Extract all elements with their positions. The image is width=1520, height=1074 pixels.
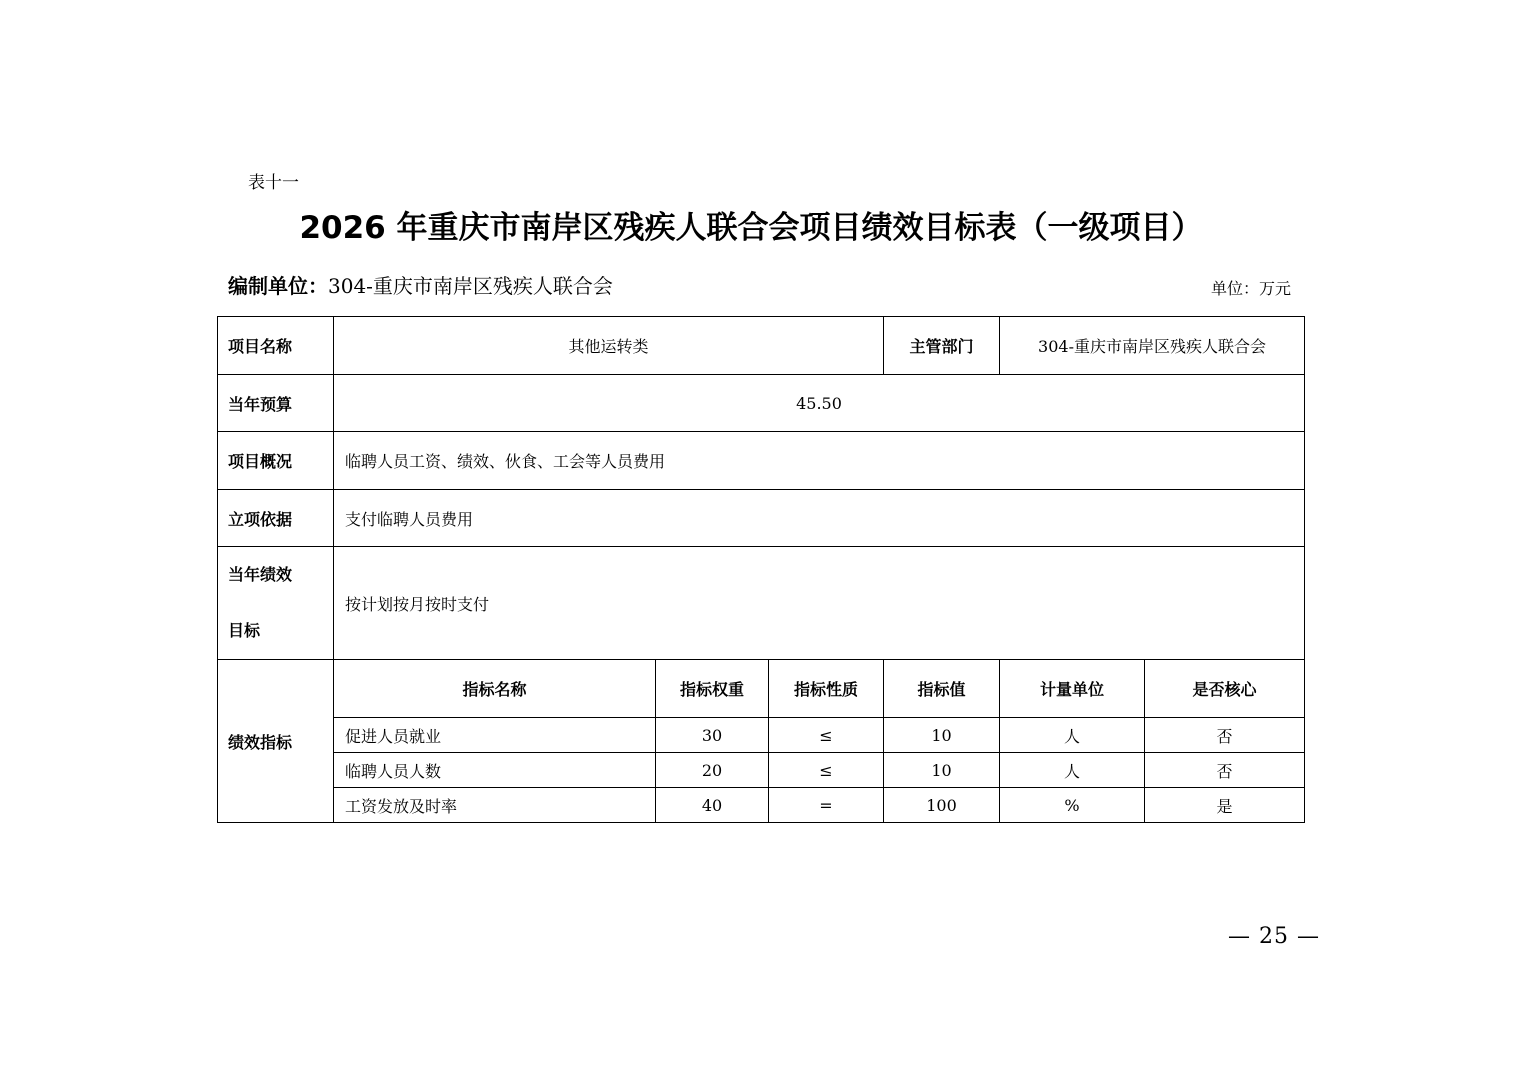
row-goal [218,547,1305,660]
unit-label: 单位：万元 [1210,279,1291,298]
project-name-value: 其他运转类 [334,317,884,375]
goal-label-line1: 当年绩效 [228,565,293,584]
indicator-unit: 人 [1000,718,1145,753]
dept-value: 304-重庆市南岸区残疾人联合会 [1000,317,1305,375]
page-number: — 25 — [1228,924,1320,949]
indicator-nature: ≤ [769,718,884,753]
org-line [228,270,613,299]
indicator-name: 促进人员就业 [334,718,656,753]
row-budget [218,375,1305,432]
indicator-header-value: 指标值 [884,660,1000,718]
indicator-header-nature: 指标性质 [769,660,884,718]
overview-value: 临聘人员工资、绩效、伙食、工会等人员费用 [334,432,1305,490]
goal-label-line2: 目标 [228,621,261,640]
indicator-weight: 20 [656,753,769,788]
indicator-name: 工资发放及时率 [334,788,656,823]
indicator-nature: ≤ [769,753,884,788]
indicator-value: 100 [884,788,1000,823]
performance-table [217,316,1305,823]
table-row [218,788,1305,823]
indicator-unit: % [1000,788,1145,823]
goal-value: 按计划按月按时支付 [334,547,1305,660]
indicator-header-weight: 指标权重 [656,660,769,718]
table-number: 表十一 [248,173,299,193]
org-label: 编制单位： [228,274,328,298]
budget-label: 当年预算 [218,375,334,432]
indicator-weight: 40 [656,788,769,823]
budget-value: 45.50 [334,375,1305,432]
table-row [218,753,1305,788]
indicator-weight: 30 [656,718,769,753]
goal-label [218,547,334,660]
indicators-label: 绩效指标 [218,660,334,823]
org-value: 304-重庆市南岸区残疾人联合会 [328,274,613,298]
indicator-header-name: 指标名称 [334,660,656,718]
indicator-value: 10 [884,753,1000,788]
indicator-header-unit: 计量单位 [1000,660,1145,718]
indicator-header-row [218,660,1305,718]
dept-label: 主管部门 [884,317,1000,375]
indicator-value: 10 [884,718,1000,753]
table-row [218,718,1305,753]
basis-value: 支付临聘人员费用 [334,490,1305,547]
document-title: 2026 年重庆市南岸区残疾人联合会项目绩效目标表（一级项目） [299,210,1203,246]
indicator-nature: = [769,788,884,823]
indicator-header-core: 是否核心 [1145,660,1305,718]
indicator-name: 临聘人员人数 [334,753,656,788]
indicator-core: 是 [1145,788,1305,823]
indicator-core: 否 [1145,753,1305,788]
project-name-label: 项目名称 [218,317,334,375]
indicator-core: 否 [1145,718,1305,753]
row-project-name [218,317,1305,375]
row-overview [218,432,1305,490]
row-basis [218,490,1305,547]
basis-label: 立项依据 [218,490,334,547]
overview-label: 项目概况 [218,432,334,490]
indicator-unit: 人 [1000,753,1145,788]
